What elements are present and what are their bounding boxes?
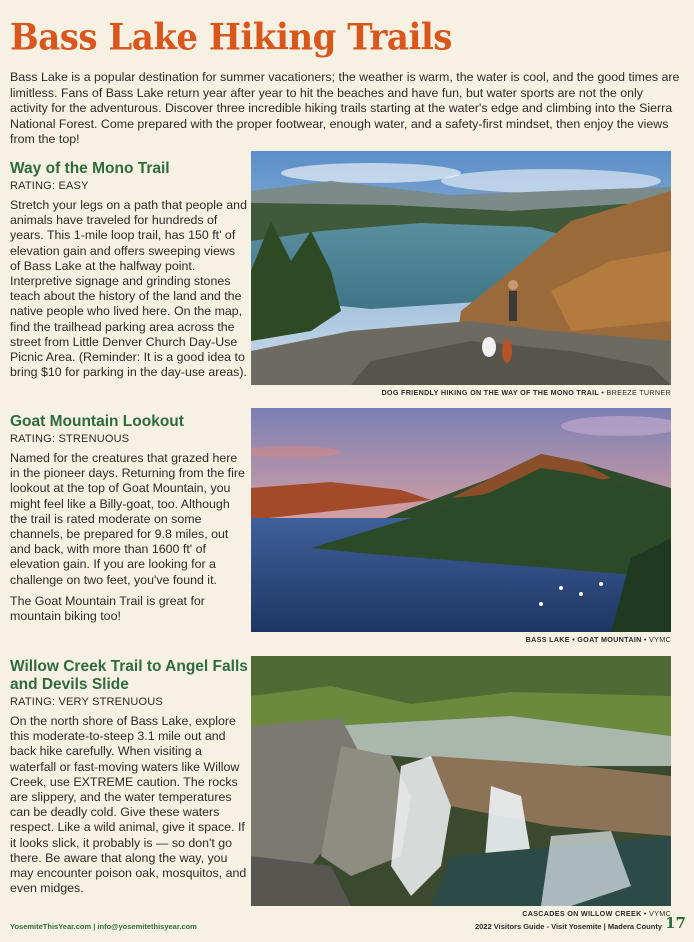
- trail-heading: Willow Creek Trail to Angel Falls and Devils Slide: [10, 658, 248, 693]
- footer-publication: 2022 Visitors Guide - Visit Yosemite | Madera County: [474, 922, 662, 931]
- mono-trail-photo: [251, 151, 671, 385]
- photo-caption-goat-mountain: [526, 635, 671, 644]
- goat-mountain-photo: [251, 408, 671, 632]
- caption-text: DOG FRIENDLY HIKING ON THE WAY OF THE MONO TRAIL: [381, 388, 600, 397]
- trail-rating: RATING: VERY STRENUOUS: [10, 696, 163, 708]
- trail-heading: Goat Mountain Lookout: [10, 413, 184, 430]
- caption-credit: • BREEZE TURNER: [599, 388, 671, 397]
- page-title: Bass Lake Hiking Trails: [10, 16, 452, 60]
- photo-caption-mono: [381, 388, 671, 397]
- trail-description: Stretch your legs on a path that people and animals have traveled for hundreds of years. This 1-mile loop trail, has 150 ft' of elevation gain and offers sweeping views of Bass Lake at the halfway point. Interpretive signage and grinding stones teach about the history of the land and the native people who lived here. On the map, find the trailhead parking area across the street from Little Denver Church Day-Use Picnic Area. (Reminder: It is a good idea to bring $10 for parking in the day-use areas).: [10, 198, 247, 380]
- caption-credit: • VYMC: [641, 635, 671, 644]
- page-number: 17: [665, 914, 686, 932]
- trail-rating: RATING: EASY: [10, 180, 89, 192]
- trail-heading: Way of the Mono Trail: [10, 160, 170, 177]
- caption-text: CASCADES ON WILLOW CREEK: [522, 909, 642, 918]
- trail-description: Named for the creatures that grazed here in the pioneer days. Returning from the fire lookout at the top of Goat Mountain, you might feel like a Billy-goat, too. Although the trail is rated moderate on some channels, be prepared for 9.8 miles, out and back, with more than 1600 ft' of elevation gain. If you are looking for a challenge on two feet, you've found it.: [10, 451, 245, 587]
- trail-section-mono: [10, 160, 248, 380]
- trail-section-goat-mountain: [10, 413, 248, 624]
- willow-creek-photo: [251, 656, 671, 906]
- trail-description: On the north shore of Bass Lake, explore this moderate-to-steep 3.1 mile out and back hike carefully. When visiting a waterfall or fast-moving waters like Willow Creek, use EXTREME caution. The rocks are slippery, and the water temperatures can be deadly cold. Give these waters respect. Like a wild animal, give it space. If it looks slick, it probably is — so don't go there. Be aware that along the way, you may encounter poison oak, mosquitos, and even midges.: [10, 714, 247, 896]
- caption-credit: • VYMC: [641, 909, 671, 918]
- trail-section-willow-creek: [10, 658, 250, 896]
- photo-caption-willow-creek: [522, 909, 671, 918]
- trail-rating: RATING: STRENUOUS: [10, 433, 130, 445]
- intro-paragraph: Bass Lake is a popular destination for summer vacationers; the weather is warm, the water is cool, and the good times are limitless. Fans of Bass Lake return year after year to hit the beaches and have fun, but water sports are not the only activity for the adventurous. Discover three incredible hiking trails starting at the water's edge and climbing into the Sierra National Forest. Come prepared with the proper footwear, enough water, and a safety-first mindset, then enjoy the views from the top!: [10, 70, 680, 147]
- trail-note: The Goat Mountain Trail is great for mountain biking too!: [10, 593, 205, 624]
- caption-text: BASS LAKE • GOAT MOUNTAIN: [525, 635, 642, 644]
- footer-website[interactable]: YosemiteThisYear.com | info@yosemitethisyear.com: [10, 922, 197, 931]
